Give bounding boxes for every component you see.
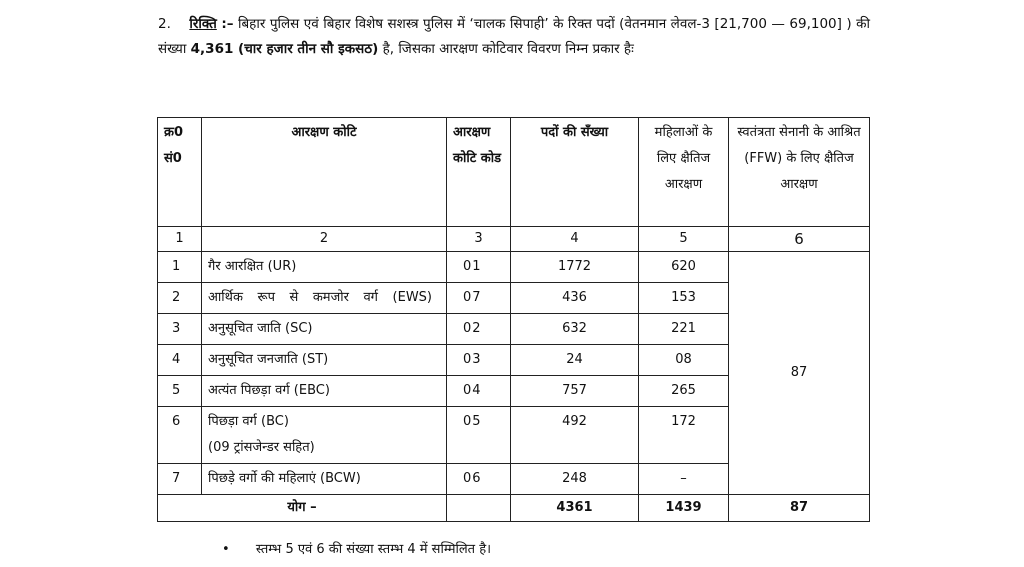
footnote — [222, 539, 491, 557]
total-label: योग – — [158, 495, 447, 522]
row-category — [202, 283, 447, 314]
vacancy-count: 4,361 (चार हजार तीन सौ इकसठ) — [190, 41, 379, 57]
column-index: 4 — [511, 227, 639, 252]
row-category: अत्यंत पिछड़ा वर्ग (EBC) — [202, 376, 447, 407]
row-category: पिछड़े वर्गो की महिलाएं (BCW) — [202, 464, 447, 495]
row-women: – — [639, 464, 729, 495]
row-code: 05 — [447, 407, 511, 464]
row-posts: 248 — [511, 464, 639, 495]
header-code: आरक्षण कोटि कोड — [447, 118, 511, 227]
row-category-text: आर्थिक रूप से कमजोर वर्ग (EWS) — [208, 290, 432, 305]
row-category: गैर आरक्षित (UR) — [202, 252, 447, 283]
table-row — [158, 252, 870, 283]
row-code: 07 — [447, 283, 511, 314]
row-posts: 632 — [511, 314, 639, 345]
row-serial: 1 — [158, 252, 202, 283]
footnote-text: स्तम्भ 5 एवं 6 की संख्या स्तम्भ 4 में सम्मिलित है। — [255, 542, 492, 557]
paragraph-number: 2. — [158, 16, 171, 32]
row-code: 06 — [447, 464, 511, 495]
ffw-merged-value: 87 — [729, 252, 870, 495]
row-serial: 5 — [158, 376, 202, 407]
total-ffw: 87 — [729, 495, 870, 522]
header-posts: पदों की सँख्या — [511, 118, 639, 227]
row-posts: 24 — [511, 345, 639, 376]
row-serial: 3 — [158, 314, 202, 345]
column-index: 6 — [729, 227, 870, 252]
row-category-note: (09 ट्रांसजेन्डर सहित) — [208, 440, 315, 455]
heading-dash: :– — [221, 16, 234, 32]
row-posts: 436 — [511, 283, 639, 314]
header-category: आरक्षण कोटि — [202, 118, 447, 227]
column-index: 5 — [639, 227, 729, 252]
row-category: अनुसूचित जाति (SC) — [202, 314, 447, 345]
row-category — [202, 407, 447, 464]
vacancy-paragraph — [158, 12, 870, 62]
row-women: 153 — [639, 283, 729, 314]
bullet-icon: • — [222, 542, 230, 557]
row-serial: 6 — [158, 407, 202, 464]
row-code: 01 — [447, 252, 511, 283]
column-index-row — [158, 227, 870, 252]
total-row — [158, 495, 870, 522]
paragraph-text-b: है, जिसका आरक्षण कोटिवार विवरण निम्न प्रकार हैः — [382, 41, 634, 57]
row-code: 03 — [447, 345, 511, 376]
row-posts: 757 — [511, 376, 639, 407]
total-code-empty — [447, 495, 511, 522]
row-women: 265 — [639, 376, 729, 407]
header-women: महिलाओं के लिए क्षैतिज आरक्षण — [639, 118, 729, 227]
row-women: 172 — [639, 407, 729, 464]
row-serial: 2 — [158, 283, 202, 314]
row-category-text: पिछड़ा वर्ग (BC) — [208, 414, 289, 429]
total-posts: 4361 — [511, 495, 639, 522]
column-index: 3 — [447, 227, 511, 252]
row-posts: 492 — [511, 407, 639, 464]
row-women: 08 — [639, 345, 729, 376]
row-serial: 4 — [158, 345, 202, 376]
header-serial: क्र0 सं0 — [158, 118, 202, 227]
row-code: 02 — [447, 314, 511, 345]
row-code: 04 — [447, 376, 511, 407]
row-category: अनुसूचित जनजाति (ST) — [202, 345, 447, 376]
header-ffw: स्वतंत्रता सेनानी के आश्रित (FFW) के लिए क्षैतिज आरक्षण — [729, 118, 870, 227]
row-women: 221 — [639, 314, 729, 345]
column-index: 1 — [158, 227, 202, 252]
paragraph-text-a: बिहार पुलिस एवं बिहार विशेष सशस्त्र पुलिस में ‘चालक सिपाही’ के रिक्त पदों (वेतनमान लेवल-3 [21,700 — 69,100] ) की संख्या — [158, 16, 870, 57]
row-women: 620 — [639, 252, 729, 283]
paragraph-heading: रिक्ति — [189, 16, 217, 32]
row-serial: 7 — [158, 464, 202, 495]
column-index: 2 — [202, 227, 447, 252]
header-row — [158, 118, 870, 227]
total-women: 1439 — [639, 495, 729, 522]
reservation-table — [157, 117, 870, 522]
row-posts: 1772 — [511, 252, 639, 283]
